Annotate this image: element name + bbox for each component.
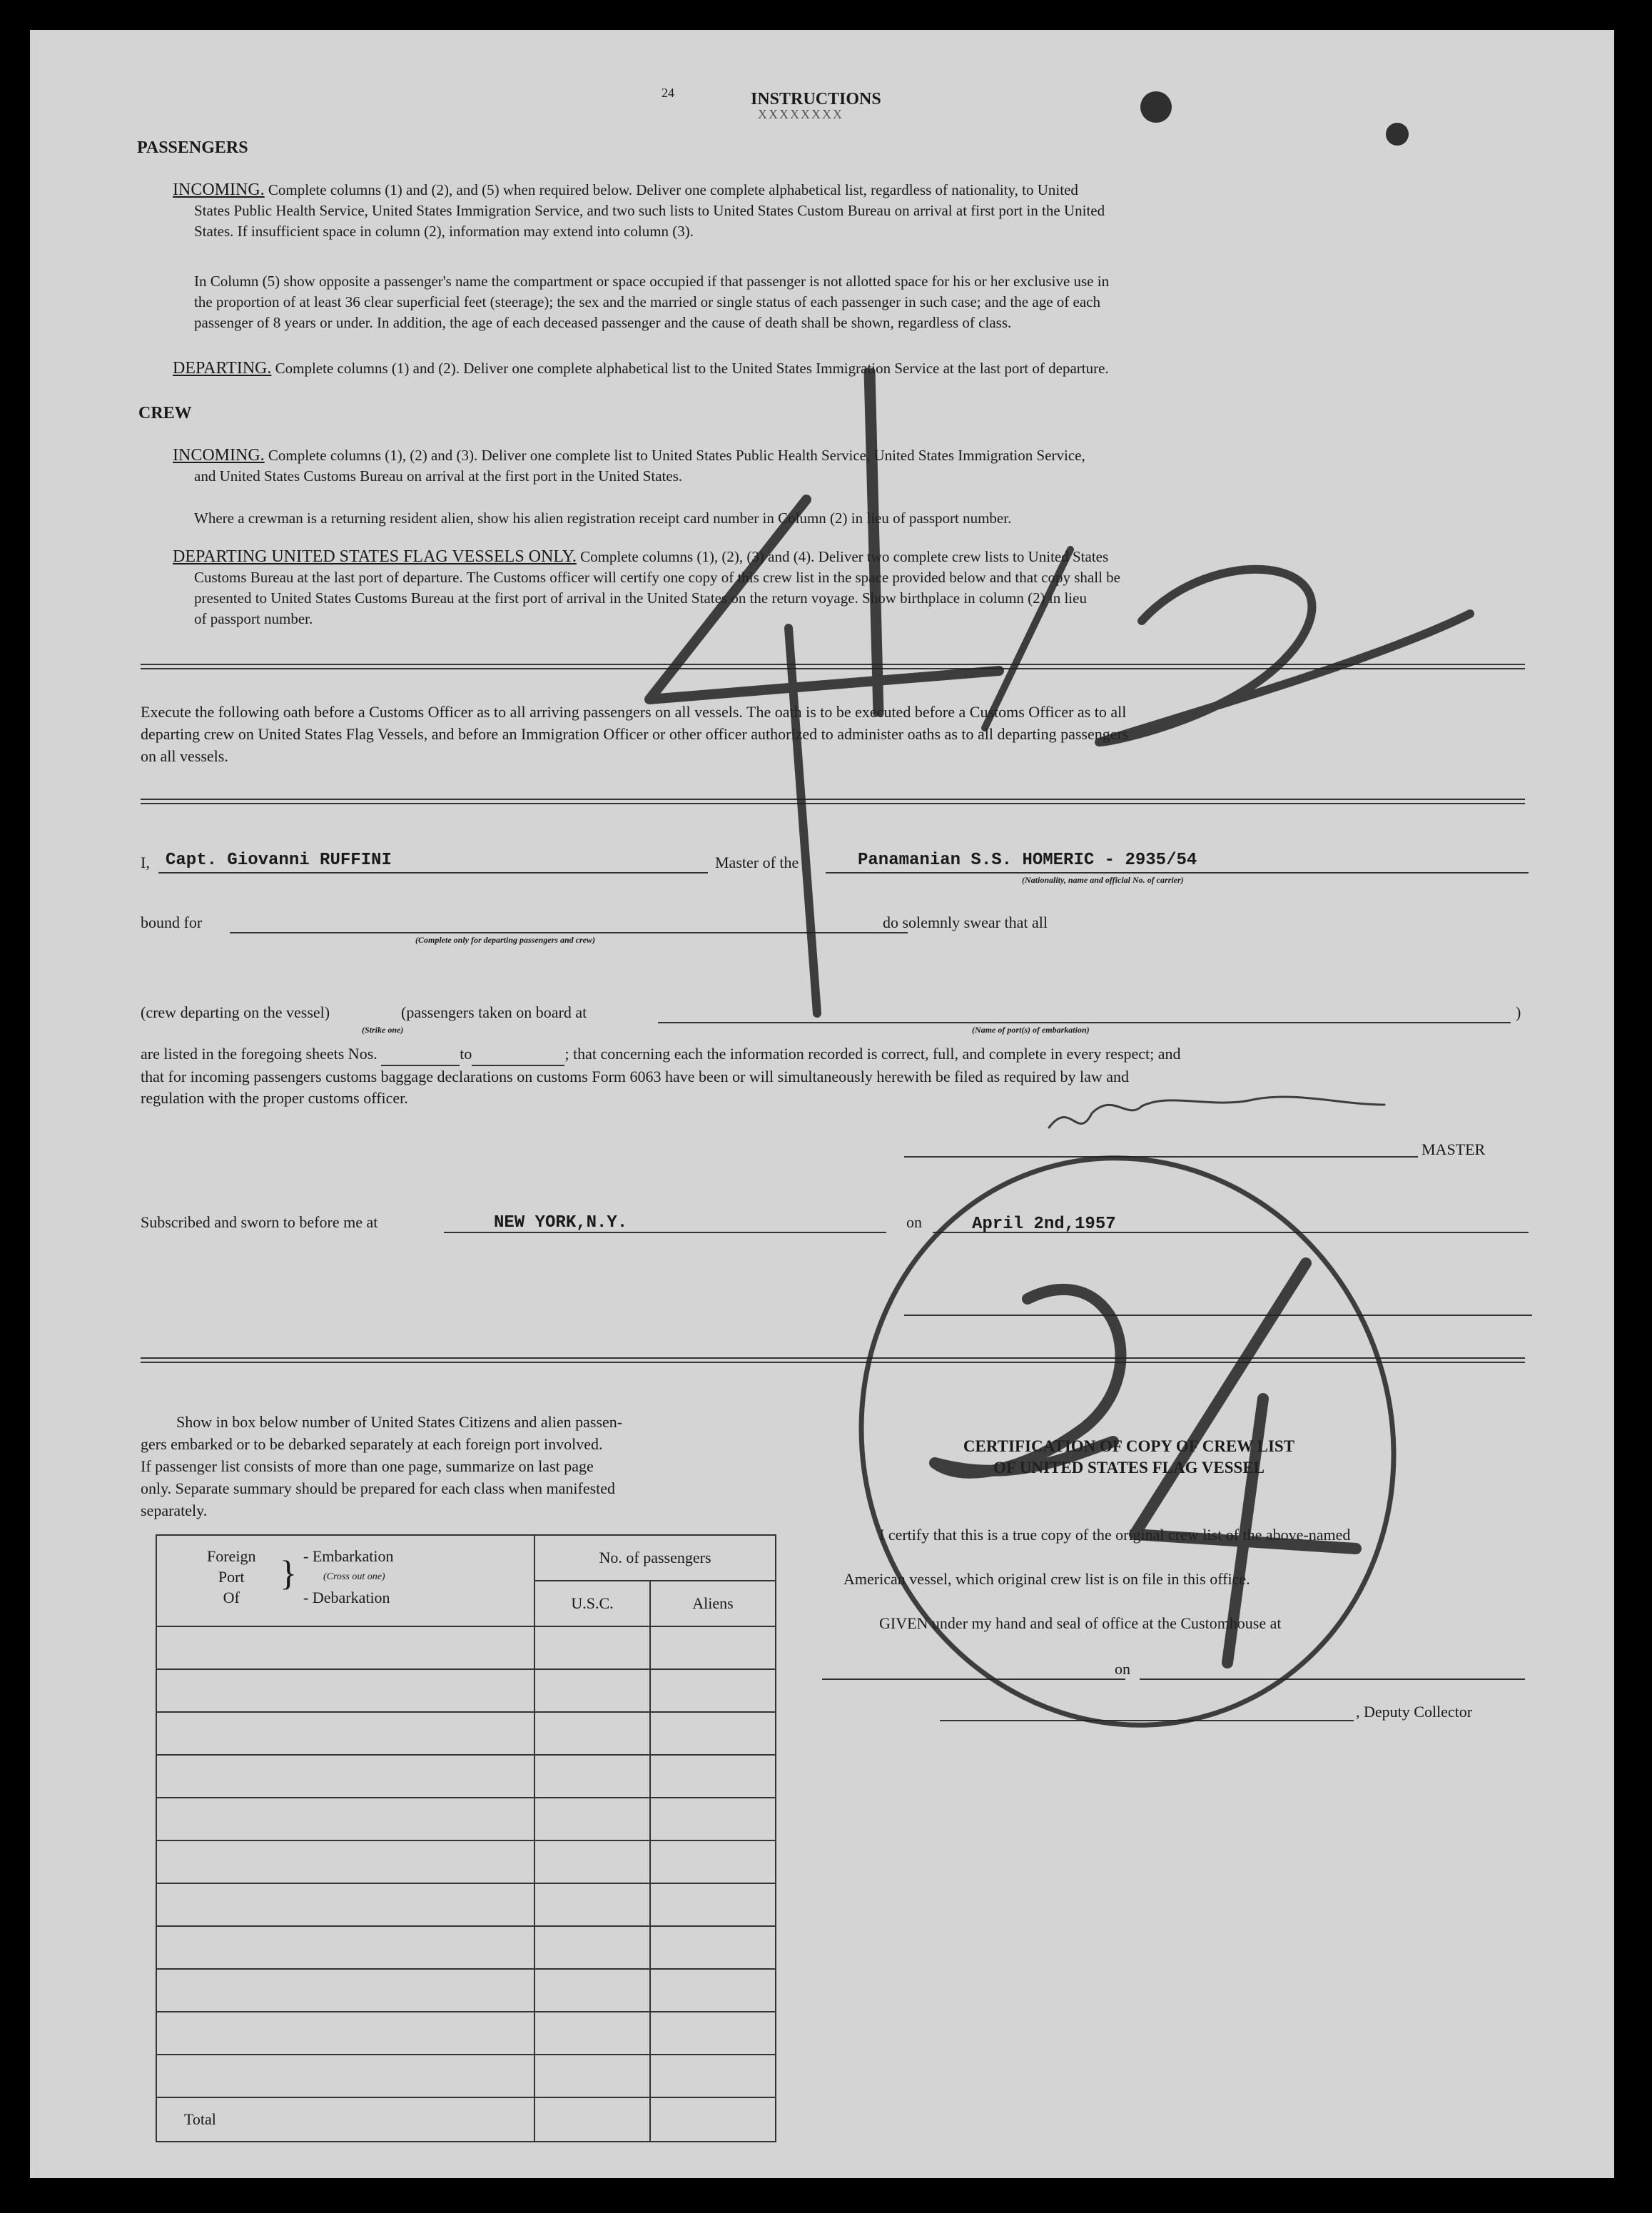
master-name-line: [158, 872, 708, 873]
summary-port-cell[interactable]: [156, 2055, 534, 2097]
close-paren: ): [1516, 1003, 1521, 1021]
listed-block: [141, 1043, 1529, 1109]
summary-aliens-cell[interactable]: [650, 1883, 776, 1926]
summary-row: [156, 1883, 776, 1926]
summary-row: [156, 1798, 776, 1840]
summary-port-cell[interactable]: [156, 1626, 534, 1669]
embarkation-port-line: [658, 1022, 1511, 1023]
cross-out-caption: (Cross out one): [323, 1571, 385, 1582]
bound-caption: (Complete only for departing passengers and crew): [415, 935, 595, 945]
summary-usc-cell[interactable]: [534, 2055, 650, 2097]
summary-aliens-cell[interactable]: [650, 1798, 776, 1840]
sheet-from-line: [381, 1043, 460, 1066]
no-passengers-header: No. of passengers: [534, 1535, 776, 1581]
summary-aliens-cell[interactable]: [650, 2012, 776, 2055]
summary-row: [156, 1669, 776, 1712]
vessel-line: [826, 872, 1529, 873]
crew-heading: CREW: [138, 404, 192, 422]
crew-incoming-line1: Complete columns (1), (2) and (3). Deliver one complete list to United States Public Health Service, United States Immigration Service,: [268, 447, 1085, 464]
summary-aliens-cell[interactable]: [650, 2055, 776, 2097]
cert-place-line: [822, 1678, 1125, 1680]
summary-row: [156, 1626, 776, 1669]
summary-port-cell[interactable]: [156, 1969, 534, 2012]
summary-aliens-cell[interactable]: [650, 1712, 776, 1755]
swear-label: do solemnly swear that all: [883, 913, 1048, 931]
divider-2: [141, 799, 1525, 804]
cert-date-line: [1140, 1678, 1525, 1680]
oath-instructions: [141, 701, 1529, 767]
crew-flag-line3: presented to United States Customs Bureau at the first port of arrival in the United States on the return voyage. Show birthplace in column (2) in lieu: [194, 589, 1087, 607]
column5-block: [194, 271, 1529, 333]
summary-aliens-cell[interactable]: [650, 1669, 776, 1712]
summary-port-cell[interactable]: [156, 1669, 534, 1712]
summary-aliens-cell[interactable]: [650, 1755, 776, 1798]
summary-usc-cell[interactable]: [534, 2012, 650, 2055]
oath-i-label: I,: [141, 854, 150, 871]
cert-line3: GIVEN under my hand and seal of office at the Customhouse at: [879, 1614, 1282, 1632]
passengers-incoming-block: [173, 180, 1529, 242]
crew-flag-line1: Complete columns (1), (2), (3) and (4). Deliver two complete crew lists to United States: [580, 548, 1109, 565]
summary-port-cell[interactable]: [156, 1712, 534, 1755]
listed-line1b: ; that concerning each the information recorded is correct, full, and complete in every respect; and: [564, 1045, 1181, 1063]
foreign-label: Foreign: [207, 1547, 256, 1565]
summary-port-cell[interactable]: [156, 1755, 534, 1798]
summary-usc-cell[interactable]: [534, 1798, 650, 1840]
listed-line3: regulation with the proper customs officer.: [141, 1089, 408, 1107]
summary-port-cell[interactable]: [156, 1926, 534, 1969]
sheet-to-line: [472, 1043, 564, 1066]
passengers-departing-label: DEPARTING.: [173, 359, 272, 378]
sworn-date: April 2nd,1957: [972, 1215, 1116, 1234]
master-name: Capt. Giovanni RUFFINI: [166, 851, 392, 870]
summary-usc-cell[interactable]: [534, 1626, 650, 1669]
summary-row: [156, 1840, 776, 1883]
passengers-departing: [173, 358, 1529, 379]
strike-caption: (Strike one): [362, 1025, 404, 1035]
to-label: to: [460, 1045, 472, 1063]
passengers-heading: PASSENGERS: [137, 138, 248, 157]
total-usc-cell[interactable]: [534, 2097, 650, 2142]
master-label: MASTER: [1422, 1140, 1486, 1158]
usc-header: U.S.C.: [534, 1581, 650, 1626]
divider-1: [141, 664, 1525, 669]
summary-usc-cell[interactable]: [534, 1883, 650, 1926]
listed-line2: that for incoming passengers customs baggage declarations on customs Form 6063 have been or will simultaneously herewith be filed as required by law and: [141, 1068, 1130, 1085]
crew-flag-block: [173, 547, 1529, 629]
summary-usc-cell[interactable]: [534, 1669, 650, 1712]
crew-flag-line2: Customs Bureau at the last port of departure. The Customs officer will certify one copy of this crew list in the space provided below and that copy shall be: [194, 569, 1120, 586]
summary-total-row: [156, 2097, 776, 2142]
summary-aliens-cell[interactable]: [650, 1926, 776, 1969]
port-label: Port: [218, 1568, 245, 1586]
crew-flag-label: DEPARTING UNITED STATES FLAG VESSELS ONLY.: [173, 547, 577, 566]
summary-intro-line4: only. Separate summary should be prepared for each class when manifested: [141, 1479, 616, 1497]
summary-usc-cell[interactable]: [534, 1926, 650, 1969]
col5-line2: the proportion of at least 36 clear superficial feet (steerage); the sex and the married or single status of each passenger in such case; and the age of each: [194, 293, 1100, 310]
cert-title-line1: CERTIFICATION OF COPY OF CREW LIST: [963, 1437, 1295, 1455]
debarkation-label: - Debarkation: [303, 1589, 390, 1606]
crew-incoming-line2: and United States Customs Bureau on arrival at the first port in the United States.: [194, 467, 683, 485]
cert-line1: I certify that this is a true copy of the original crew list of the above-named: [879, 1526, 1351, 1544]
summary-row: [156, 1712, 776, 1755]
summary-aliens-cell[interactable]: [650, 1840, 776, 1883]
summary-intro-line2: gers embarked or to be debarked separately at each foreign port involved.: [141, 1435, 603, 1453]
passengers-taken-option: (passengers taken on board at: [401, 1003, 587, 1021]
crew-incoming-label: INCOMING.: [173, 446, 265, 465]
of-label: Of: [223, 1589, 240, 1606]
strike-mark: XXXXXXXX: [758, 107, 843, 121]
cert-title-line2: OF UNITED STATES FLAG VESSEL: [993, 1459, 1265, 1477]
port-header-cell: Foreign Port Of } - Embarkation (Cross out one) - Debarkation: [156, 1535, 534, 1626]
summary-usc-cell[interactable]: [534, 1840, 650, 1883]
summary-row: [156, 1755, 776, 1798]
divider-3: [141, 1357, 1525, 1363]
deputy-signature-line: [940, 1720, 1354, 1721]
master-signature-line: [904, 1156, 1418, 1158]
instructions-title: INSTRUCTIONS: [751, 90, 881, 108]
vessel-caption: (Nationality, name and official No. of carrier): [1022, 875, 1184, 885]
sworn-place: NEW YORK,N.Y.: [494, 1213, 628, 1232]
bound-for-line: [230, 932, 908, 933]
summary-row: [156, 1926, 776, 1969]
subscribed-label: Subscribed and sworn to before me at: [141, 1213, 378, 1231]
passengers-departing-text: Complete columns (1) and (2). Deliver one complete alphabetical list to the United States Immigration Service at the last port of departure.: [275, 360, 1109, 377]
sworn-on-label: on: [906, 1213, 922, 1231]
summary-intro: [141, 1411, 822, 1521]
crew-resident-text: Where a crewman is a returning resident alien, show his alien registration receipt card number in Column (2) in lieu of passport number.: [194, 510, 1012, 527]
oath-line1: Execute the following oath before a Customs Officer as to all arriving passengers on all vessels. The oath is to be executed before a Customs Officer as to all: [141, 703, 1127, 721]
summary-aliens-cell[interactable]: [650, 1969, 776, 2012]
summary-port-cell[interactable]: [156, 1840, 534, 1883]
summary-port-cell[interactable]: [156, 2012, 534, 2055]
embarkation-label: - Embarkation: [303, 1547, 394, 1565]
summary-usc-cell[interactable]: [534, 1969, 650, 2012]
listed-line1: are listed in the foregoing sheets Nos.: [141, 1045, 377, 1063]
summary-row: [156, 2012, 776, 2055]
col5-line1: In Column (5) show opposite a passenger's name the compartment or space occupied if that passenger is not allotted space for his or her exclusive use in: [194, 273, 1110, 290]
vessel-name: Panamanian S.S. HOMERIC - 2935/54: [858, 851, 1197, 870]
aliens-header: Aliens: [650, 1581, 776, 1626]
oath-line3: on all vessels.: [141, 747, 228, 765]
summary-intro-line1: Show in box below number of United States Citizens and alien passen-: [176, 1413, 623, 1431]
passengers-incoming-line3: States. If insufficient space in column (2), information may extend into column (3).: [194, 223, 694, 240]
summary-aliens-cell[interactable]: [650, 1626, 776, 1669]
summary-port-cell[interactable]: [156, 1798, 534, 1840]
passengers-incoming-label: INCOMING.: [173, 181, 265, 199]
crew-incoming-block: [173, 445, 1529, 487]
oath-line2: departing crew on United States Flag Vessels, and before an Immigration Officer or other officer authorized to administer oaths as to all departing passengers: [141, 725, 1129, 743]
summary-intro-line5: separately.: [141, 1502, 208, 1519]
summary-usc-cell[interactable]: [534, 1712, 650, 1755]
master-of-label: Master of the: [715, 854, 799, 871]
passenger-summary-table: [156, 1534, 776, 2142]
officer-signature-line: [904, 1315, 1532, 1316]
passengers-incoming-line2: States Public Health Service, United States Immigration Service, and two such lists to United States Custom Bureau on arrival at first port in the United: [194, 202, 1105, 219]
page-number-typed: 24: [662, 86, 674, 100]
total-label: Total: [156, 2097, 534, 2142]
summary-port-cell[interactable]: [156, 1883, 534, 1926]
bound-for-label: bound for: [141, 913, 203, 931]
certification-title: [872, 1436, 1386, 1479]
summary-intro-line3: If passenger list consists of more than one page, summarize on last page: [141, 1457, 594, 1475]
ports-caption: (Name of port(s) of embarkation): [972, 1025, 1090, 1035]
cert-on-label: on: [1115, 1660, 1130, 1678]
crew-departing-option: (crew departing on the vessel): [141, 1003, 330, 1021]
total-aliens-cell[interactable]: [650, 2097, 776, 2142]
summary-row: [156, 1969, 776, 2012]
summary-usc-cell[interactable]: [534, 1755, 650, 1798]
deputy-label: , Deputy Collector: [1356, 1703, 1473, 1721]
col5-line3: passenger of 8 years or under. In addition, the age of each deceased passenger and the cause of death shall be shown, regardless of class.: [194, 314, 1012, 331]
passengers-incoming-line1: Complete columns (1) and (2), and (5) when required below. Deliver one complete alphabetical list, regardless of nationality, to United: [268, 181, 1078, 198]
crew-flag-line4: of passport number.: [194, 610, 313, 627]
cert-line2: American vessel, which original crew list is on file in this office.: [843, 1570, 1250, 1588]
summary-row: [156, 2055, 776, 2097]
